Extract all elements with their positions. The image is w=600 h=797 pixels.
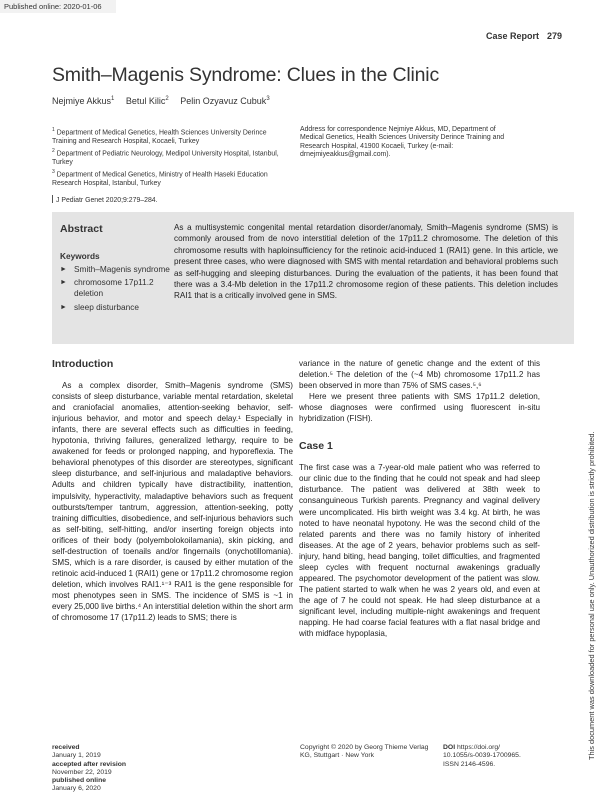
article-title: Smith–Magenis Syndrome: Clues in the Clinic (52, 64, 439, 86)
intro-paragraph-3: Here we present three patients with SMS 17p11.2 deletion, whose diagnoses were confirmed using fluorescent in-situ hybridization (FISH). (299, 392, 540, 424)
case-1-heading: Case 1 (299, 440, 333, 453)
article-type: Case Report (485, 31, 539, 41)
author-3-sup: 3 (266, 96, 270, 102)
case-1-paragraph: The first case was a 7-year-old male patient who was referred to our clinic due to the finding that he could not speak and had sleep disturbance. The patient was delivered at 38th week to consanguineous Turkish parents. Pregnancy and vaginal delivery were uncomplicated. His birth weight was 3.4 kg. At birth, he was noted to have neonatal hypotony. He was the second child of the related parents and there was no family history of inherited diseases. At the age of 2 years, behavior problems such as self-injury, hand biting, head banging, toilet difficulties, and fragmented sleep cycles with frequent nocturnal awakenings gradually appeared. The psychomotor development of the patient was slow. The patient started to walk when he was 2 years old, and even at the age of 7 he could not speak. He had sleep disturbance at a significant level, including multiple-night awakenings and frequent napping. He had coarse facial features with a flat nasal bridge and with midface hypoplasia, (299, 463, 540, 639)
keyword-item: ► Smith–Magenis syndrome (60, 264, 170, 274)
author-1-sup: 1 (111, 96, 115, 102)
doi-number: 10.1055/s-0039-1700965. (443, 752, 521, 760)
author-3: Pelin Ozyavuz Cubuk (180, 96, 267, 106)
author-list (52, 96, 270, 106)
side-download-note: This document was downloaded for personal use only. Unauthorized distribution is strictly prohibited. (587, 431, 596, 760)
right-column (299, 358, 540, 639)
keyword-item: ► sleep disturbance (60, 301, 140, 312)
accepted-label: accepted after revision (52, 760, 127, 768)
intro-paragraph-2: variance in the nature of genetic change and the extent of this deletion.⁵ The deletion of the (~4 Mb) chromosome 17p11.2 has been observed in more than 75% of SMS cases.⁵,⁶ (299, 359, 540, 391)
page-number: 279 (546, 31, 562, 41)
arrow-icon: ► (60, 266, 67, 273)
introduction-heading: Introduction (52, 358, 114, 370)
accepted-date: November 22, 2019 (52, 768, 112, 776)
running-head (486, 31, 562, 41)
left-column (52, 359, 293, 623)
affiliations (52, 126, 292, 189)
journal-citation: J Pediatr Genet 2020;9:279–284. (52, 195, 158, 204)
author-1: Nejmiye Akkus (52, 96, 112, 106)
copyright-notice: Copyright © 2020 by Georg Thieme Verlag KG, Stuttgart · New York (300, 744, 429, 760)
correspondence-address: Address for correspondence Nejmiye Akkus, MD, Department of Medical Genetics, Health Sciences University Derince Training and Research Hospital, 41900 Kocaeli, Turkey (e-mail: drnejmiyeakkus@gmail.com). (300, 126, 505, 159)
keywords-list (60, 264, 170, 315)
author-2-sup: 2 (165, 96, 169, 102)
received-date: January 1, 2019 (52, 752, 101, 760)
abstract-box (52, 212, 574, 344)
author-2: Betul Kilic (125, 96, 166, 106)
affiliation-1: $^1$ Department of Medical Genetics, Health Sciences University Derince Training and Research Hospital, Kocaeli, Turkey (52, 127, 267, 145)
doi-label: DOI (443, 744, 456, 751)
doi-info (443, 744, 521, 769)
doi-link[interactable]: https://doi.org/ (456, 744, 501, 751)
abstract-heading: Abstract (60, 223, 103, 235)
published-label: published online (52, 777, 106, 785)
published-date: January 6, 2020 (52, 785, 101, 793)
issn: ISSN 2146-4596. (443, 760, 496, 768)
arrow-icon: ► (60, 303, 67, 311)
keyword-item: ► chromosome 17p11.2 deletion (60, 277, 154, 299)
abstract-text: As a multisystemic congenital mental retardation disorder/anomaly, Smith–Magenis syndrome (SMS) is commonly aroused from de novo interstitial deletion of the 17p11.2 chromosome. The deletion of this chromosome results with haploinsufficiency for the retinoic acid-induced 1 (RAI1) gene. In this article, we present three cases, who were diagnosed with SMS with mental retardation and behavioral problems such as self-hugging and sleeping disturbances. During the evaluation of the patients, it has been found that there was a 3.4-Mb deletion in the 17p11.2 chromosome region of these patients. This deletion includes RAI1 that is a critically involved gene in SMS. (174, 223, 558, 301)
received-label: received (52, 744, 80, 751)
arrow-icon: ► (60, 279, 67, 287)
published-online-banner: Published online: 2020-01-06 (0, 0, 116, 13)
intro-paragraph-1: As a complex disorder, Smith–Magenis syndrome (SMS) consists of sleep disturbance, variable mental retardation, skeletal and craniofacial anomalies, attention-seeking behavior, self-injurious behavior, and motor and speech delay.¹ Especially in infants, there are several effects such as difficulties in feeding, hypotonia, thriving failures, generalized lethargy, require to be awakened for feeds or prolonged napping, and hyporeflexia. The behavioral phenotypes of this disorder are stereotypes, significant sleep disturbance, and self-injurious and maladaptive behaviors. Adults and children typically have distractibility, inattention, impulsivity, hyperactivity, maladaptive behaviors such as frequent outbursts/temper tantrum, aggression, attention-seeking, potty training difficulties, disobedience, and self-injurious behaviors such as self-biting, self-hitting, and/or inserting foreign objects into orifices of their body (polyembolokoilamania), skin picking, and self-destruction of toenails and/or fingernails (onychotillomania). SMS, which is a rare disorder, is caused by either mutation of the retinoic acid-induced 1 (RAI1) gene or 17p11.2 chromosome region deletion, which involves RAI1.¹⁻³ RAI1 is the gene responsible for most phenotypes seen in SMS. The incidence of SMS is ~1 in every 25,000 live births.⁴ An interstitial deletion within the short arm of chromosome 17 (17p11.2) leads to SMS; there is (52, 381, 293, 623)
affiliation-2: $^2$ Department of Pediatric Neurology, Medipol University Hospital, Istanbul, Turkey (52, 148, 279, 166)
keywords-heading: Keywords (60, 251, 100, 261)
article-history (52, 744, 126, 794)
affiliation-3: $^3$ Department of Medical Genetics, Ministry of Health Haseki Education Research Hospital, Istanbul, Turkey (52, 169, 268, 187)
